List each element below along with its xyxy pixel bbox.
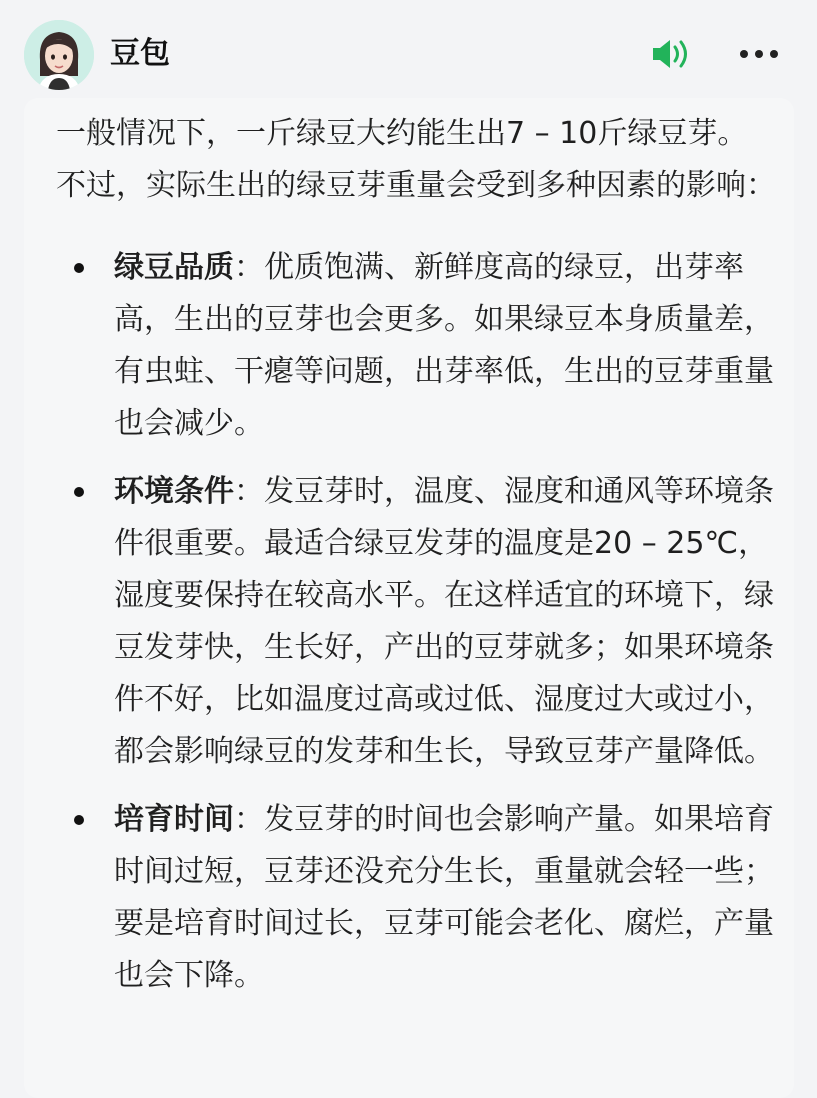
factor-list (56, 242, 776, 1002)
bullet-icon (74, 487, 84, 497)
bullet-icon (74, 263, 84, 273)
list-item-separator: ： (234, 802, 264, 837)
list-item-text: 发豆芽的时间也会影响产量。如果培育时间过短，豆芽还没充分生长，重量就会轻一些；要是培育时间过长，豆芽可能会老化、腐烂，产量也会下降。 (114, 802, 774, 993)
avatar-icon (24, 20, 94, 90)
more-button[interactable] (736, 36, 782, 72)
more-dots-icon (736, 36, 782, 72)
avatar[interactable] (24, 20, 94, 90)
list-item-quality (56, 242, 776, 450)
list-item-text: 优质饱满、新鲜度高的绿豆，出芽率高，生出的豆芽也会更多。如果绿豆本身质量差，有虫蛀、干瘪等问题，出芽率低，生出的豆芽重量也会减少。 (114, 250, 774, 441)
list-item-time (56, 794, 776, 1002)
list-item-separator: ： (234, 250, 264, 285)
list-item-separator: ： (234, 474, 264, 509)
speaker-button[interactable] (650, 34, 696, 74)
message-bubble (24, 98, 794, 1098)
message-intro: 一般情况下，一斤绿豆大约能生出7 – 10斤绿豆芽。不过，实际生出的绿豆芽重量会受到多种因素的影响： (56, 116, 776, 203)
speaker-icon (650, 34, 696, 74)
bot-name: 豆包 (110, 36, 170, 71)
message-content (56, 108, 776, 1018)
list-item-text: 发豆芽时，温度、湿度和通风等环境条件很重要。最适合绿豆发芽的温度是20 – 25℃，湿度要保持在较高水平。在这样适宜的环境下，绿豆发芽快，生长好，产出的豆芽就多；如果环境条件不好，比如温度过高或过低、湿度过大或过小，都会影响绿豆的发芽和生长，导致豆芽产量降低。 (114, 474, 774, 769)
list-item-term: 绿豆品质 (114, 250, 234, 285)
list-item-term: 培育时间 (114, 802, 234, 837)
bullet-icon (74, 815, 84, 825)
list-item-environment (56, 466, 776, 778)
chat-header (0, 0, 817, 100)
list-item-term: 环境条件 (114, 474, 234, 509)
